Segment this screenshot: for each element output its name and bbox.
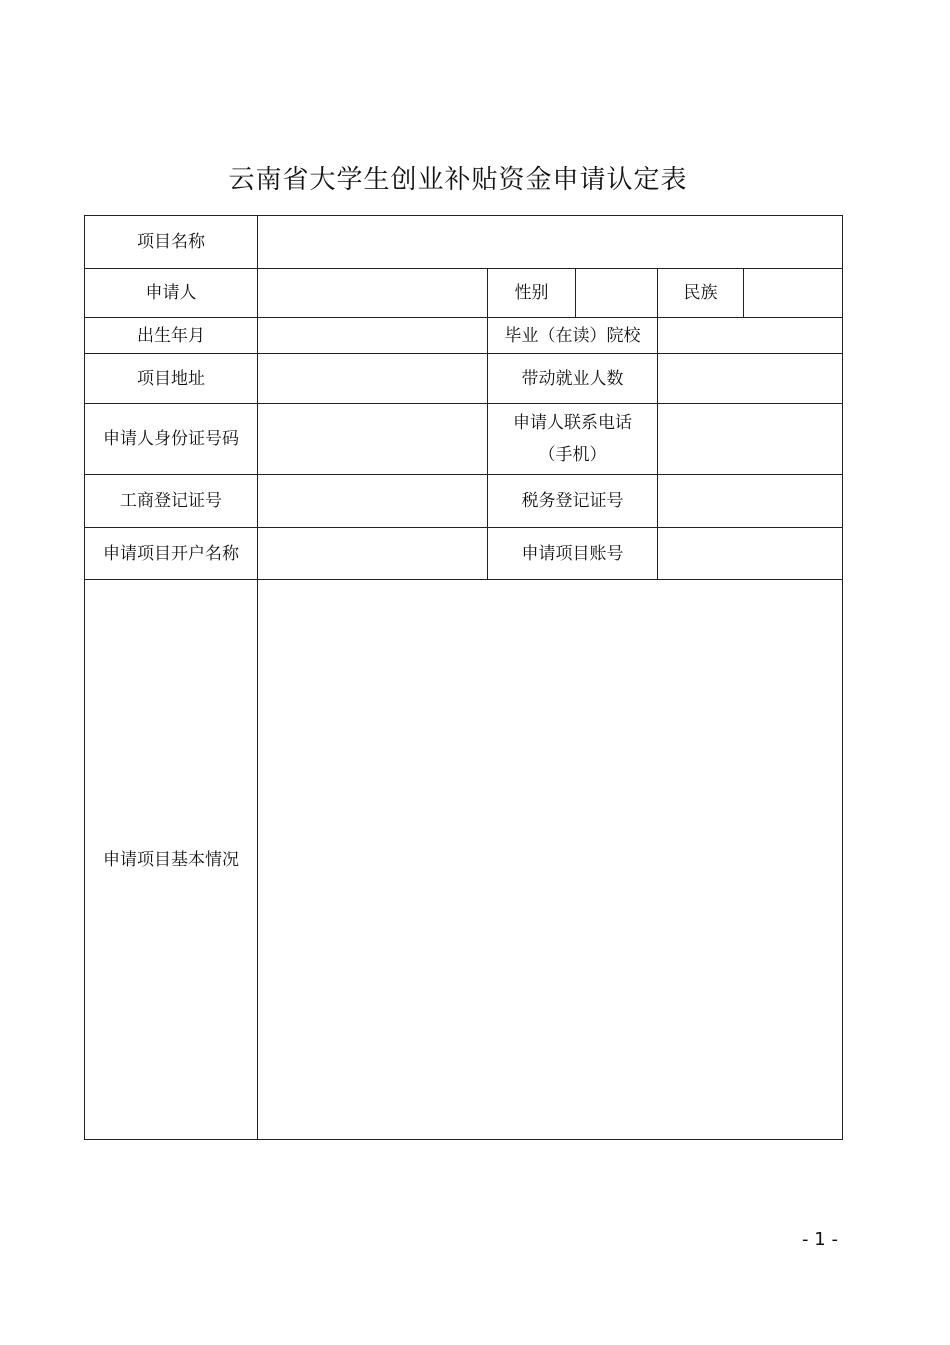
school-field[interactable]: [658, 318, 843, 354]
project-name-field[interactable]: [258, 216, 843, 269]
applicant-field[interactable]: [258, 269, 488, 318]
phone-label: [488, 404, 658, 475]
row-registration: [85, 475, 843, 528]
row-birth-school: [85, 318, 843, 354]
phone-label-line2: （手机）: [538, 445, 607, 465]
id-number-label: 申请人身份证号码: [85, 404, 258, 475]
project-address-field[interactable]: [258, 354, 488, 404]
row-bank-account: [85, 528, 843, 580]
employment-count-field[interactable]: [658, 354, 843, 404]
business-registration-field[interactable]: [258, 475, 488, 528]
row-project-name: [85, 216, 843, 269]
row-address-employment: [85, 354, 843, 404]
ethnicity-field[interactable]: [744, 269, 843, 318]
page-number: - 1 -: [802, 1229, 838, 1250]
gender-field[interactable]: [576, 269, 658, 318]
ethnicity-label: 民族: [658, 269, 744, 318]
business-registration-label: 工商登记证号: [85, 475, 258, 528]
account-number-label: 申请项目账号: [488, 528, 658, 580]
basic-info-label: 申请项目基本情况: [85, 580, 258, 1140]
account-name-field[interactable]: [258, 528, 488, 580]
phone-field[interactable]: [658, 404, 843, 475]
birth-date-field[interactable]: [258, 318, 488, 354]
applicant-label: 申请人: [85, 269, 258, 318]
tax-registration-label: 税务登记证号: [488, 475, 658, 528]
phone-label-line1: 申请人联系电话: [513, 413, 632, 433]
row-applicant: [85, 269, 843, 318]
project-name-label: 项目名称: [85, 216, 258, 269]
account-number-field[interactable]: [658, 528, 843, 580]
document-title: 云南省大学生创业补贴资金申请认定表: [228, 165, 688, 195]
row-id-phone: [85, 404, 843, 475]
project-address-label: 项目地址: [85, 354, 258, 404]
tax-registration-field[interactable]: [658, 475, 843, 528]
gender-label: 性别: [488, 269, 576, 318]
basic-info-field[interactable]: [258, 580, 843, 1140]
account-name-label: 申请项目开户名称: [85, 528, 258, 580]
birth-date-label: 出生年月: [85, 318, 258, 354]
row-basic-info: [85, 580, 843, 1140]
application-form-table: [84, 215, 843, 1140]
school-label: 毕业（在读）院校: [488, 318, 658, 354]
employment-count-label: 带动就业人数: [488, 354, 658, 404]
id-number-field[interactable]: [258, 404, 488, 475]
